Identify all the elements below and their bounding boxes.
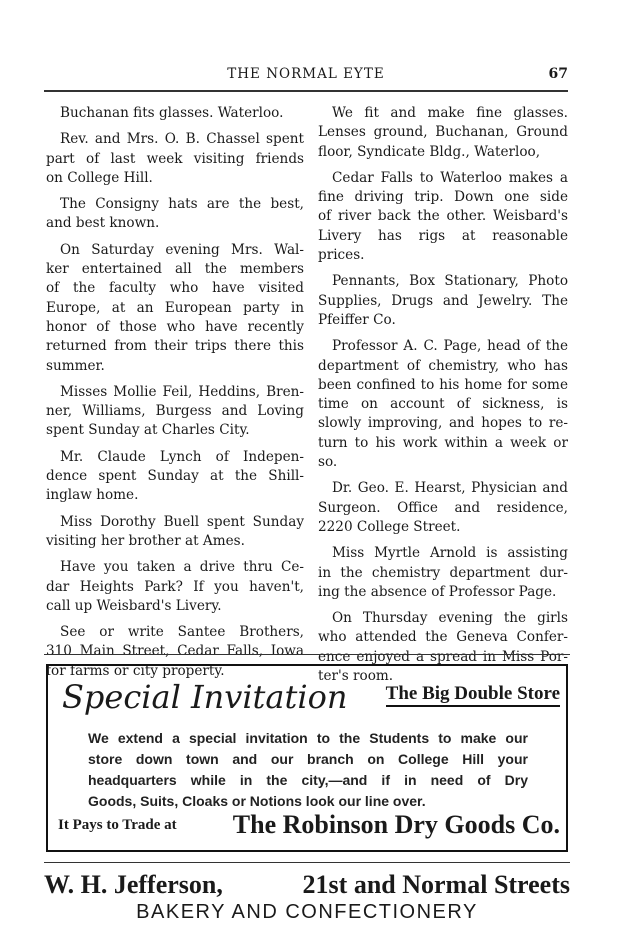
text-line: so. [318,454,338,471]
news-item [46,195,304,234]
text-line: of river back the other. Weisbard's [318,208,568,225]
text-line: ence enjoyed a spread in Miss Por- [318,648,568,665]
page-header [44,66,568,92]
ad-body [88,728,528,812]
ad-body-line: We extend a special invitation to the Students to make our [88,730,528,746]
footer-business: BAKERY AND CONFECTIONERY [136,901,478,923]
text-line: spent Sunday at Charles City. [46,422,250,439]
text-line: On Saturday evening Mrs. Wal- [60,241,304,258]
news-item [46,104,304,123]
ad-body-line: headquarters while in the city,—and if in need of Dry [88,772,528,788]
text-line: in the chemistry department dur- [318,564,568,581]
text-line: ker entertained all the members [46,261,304,278]
text-line: Mr. Claude Lynch of Indepen- [60,448,304,465]
text-line: been confined to his home for some [318,376,568,393]
text-line: honor of those who have recently [46,318,304,335]
text-line: Pennants, Box Stationary, Photo [332,273,568,290]
text-line: and best known. [46,215,160,232]
divider [44,654,570,655]
footer-name: W. H. Jefferson, [44,870,223,899]
text-line: Livery has rigs at reasonable [318,227,568,244]
text-line: prices. [318,247,365,264]
text-line: Professor A. C. Page, head of the [332,338,568,355]
text-line: on College Hill. [46,169,153,186]
news-item [318,337,568,472]
text-line: part of last week visiting friends [46,150,304,167]
news-item [46,513,304,552]
ad-company: The Robinson Dry Goods Co. [232,810,560,839]
page-number: 67 [548,66,568,82]
text-line: department of chemistry, who has [318,357,568,374]
text-line: dar Heights Park? If you haven't, [46,578,304,595]
text-line: who attended the Geneva Confer- [318,629,568,646]
news-item [318,479,568,537]
text-line: ing the absence of Professor Page. [318,583,557,600]
news-item [46,448,304,506]
divider [44,862,570,863]
text-line: Lenses ground, Buchanan, Ground [318,124,568,141]
ad-tagline: It Pays to Trade at [58,817,177,833]
text-line: On Thursday evening the girls [332,610,568,627]
text-line: turn to his work within a week or [318,434,568,451]
text-line: 2220 College Street. [318,518,461,535]
news-item [318,169,568,265]
ad-title: Special Invitation [62,678,348,716]
right-column [318,104,568,693]
text-line: Europe, at an European party in [46,299,304,316]
footer-address: 21st and Normal Streets [302,870,570,899]
news-item [318,272,568,330]
text-line: for farms or city property. [46,662,225,679]
text-line: dence spent Sunday at the Shill- [46,468,304,485]
news-item [46,130,304,188]
text-line: Miss Dorothy Buell spent Sunday [60,513,304,530]
text-line: floor, Syndicate Bldg., Waterloo, [318,143,541,160]
text-line: time on account of sickness, is [318,396,568,413]
text-line: call up Weisbard's Livery. [46,597,222,614]
news-item [318,544,568,602]
news-item [46,383,304,441]
text-line: visiting her brother at Ames. [46,532,245,549]
text-line: Miss Myrtle Arnold is assisting [332,545,568,562]
text-line: fine driving trip. Down one side [318,189,568,206]
text-line: summer. [46,357,105,374]
text-line: Cedar Falls to Waterloo makes a [332,169,568,186]
journal-title: THE NORMAL EYTE [227,66,385,82]
text-line: Surgeon. Office and residence, [318,499,568,516]
news-item [46,241,304,376]
text-line: Dr. Geo. E. Hearst, Physician and [332,480,568,497]
left-column [46,104,304,688]
text-line: 310 Main Street, Cedar Falls, Iowa [46,643,304,660]
text-line: The Consigny hats are the best, [60,196,304,213]
text-line: slowly improving, and hopes to re- [318,415,568,432]
text-line: ter's room. [318,668,394,685]
text-line: Misses Mollie Feil, Heddins, Bren- [60,383,304,400]
robinson-advertisement [46,664,568,852]
news-item [318,104,568,162]
text-line: See or write Santee Brothers, [60,624,304,641]
text-line: Have you taken a drive thru Ce- [60,559,304,576]
ad-store-name: The Big Double Store [386,683,560,707]
text-line: We fit and make fine glasses. [332,105,568,121]
ad-body-line: store down town and our branch on College Hill your [88,751,528,767]
text-line: Rev. and Mrs. O. B. Chassel spent [60,131,304,148]
ad-body-line: Goods, Suits, Cloaks or Notions look our line over. [88,793,426,809]
text-line: returned from their trips there this [46,338,304,355]
news-item [46,558,304,616]
text-line: Buchanan fits glasses. Waterloo. [60,105,284,121]
text-line: ner, Williams, Burgess and Loving [46,403,304,420]
text-line: Pfeiffer Co. [318,311,396,328]
text-line: of the faculty who have visited [46,280,304,297]
text-line: inglaw home. [46,487,139,504]
text-line: Supplies, Drugs and Jewelry. The [318,292,568,309]
